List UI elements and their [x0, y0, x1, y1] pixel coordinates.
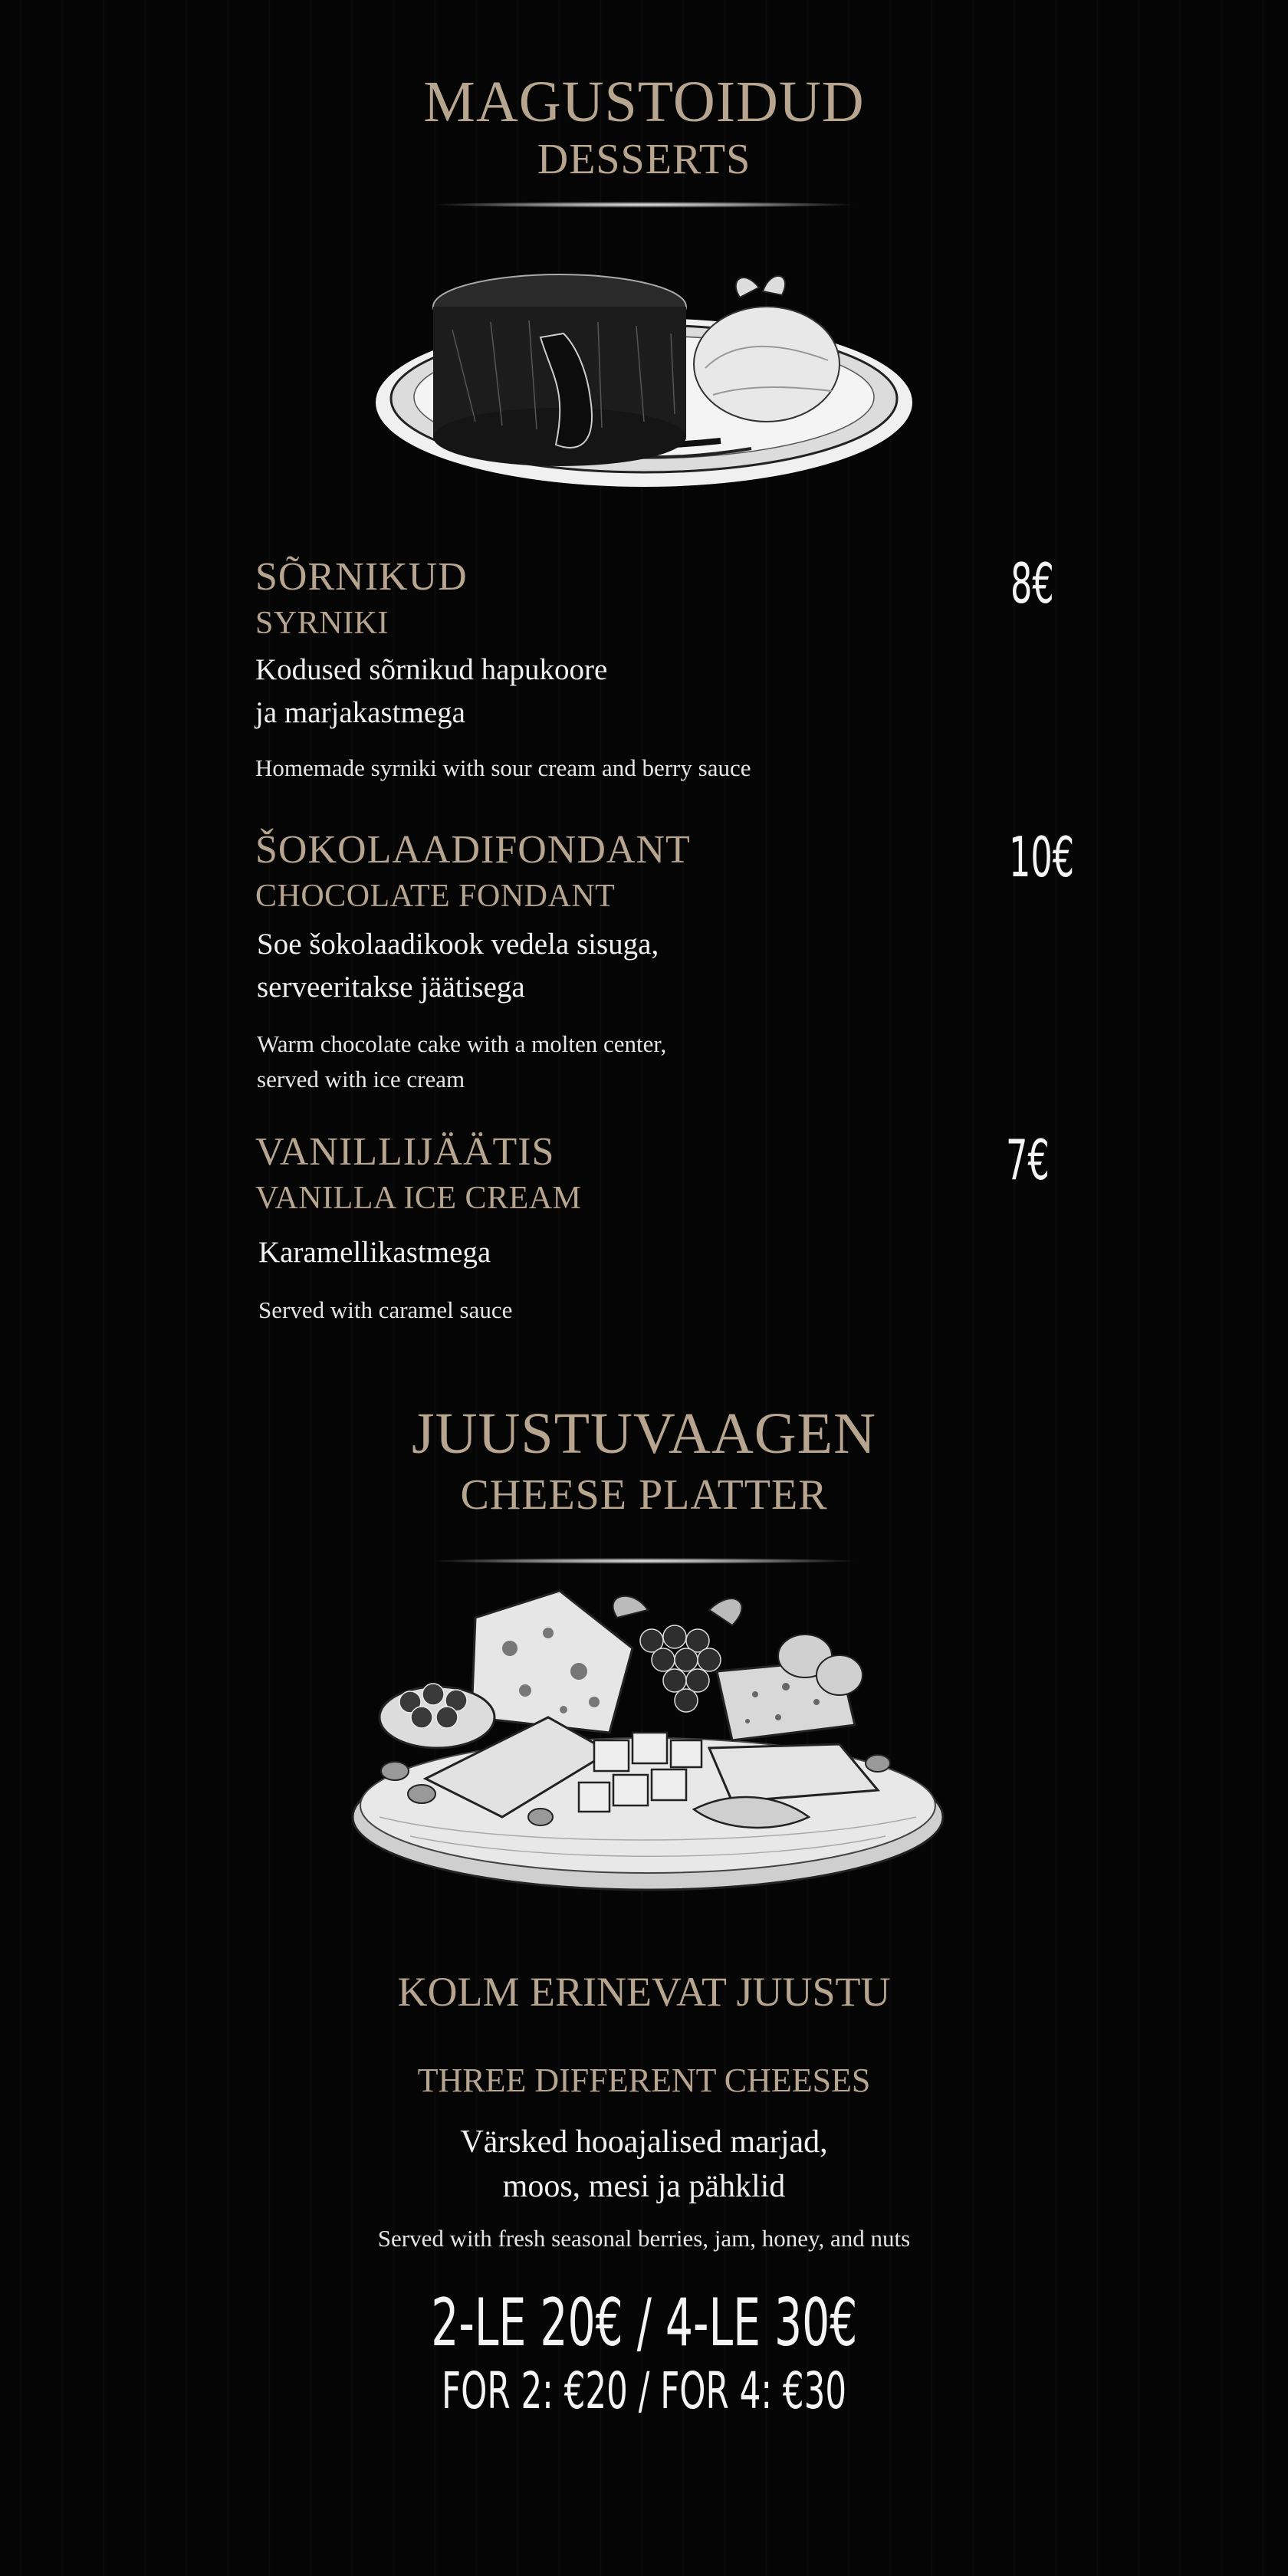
item-name-en: SYRNIKI: [255, 606, 389, 641]
item-name: ŠOKOLAADIFONDANT: [255, 828, 691, 872]
cheese-subtitle: CHEESE PLATTER: [460, 1471, 828, 1519]
cheese-title: JUUSTUVAAGEN: [412, 1401, 876, 1466]
cheese-item-name: KOLM ERINEVAT JUUSTU: [397, 1969, 891, 2015]
item-description-en: Homemade syrniki with sour cream and berry sauce: [255, 754, 751, 781]
item-price: 8€: [1010, 551, 1054, 616]
item-name-en: CHOCOLATE FONDANT: [255, 879, 616, 914]
item-description: Karamellikastmega: [258, 1236, 491, 1269]
cheese-price-en: FOR 2: €20 / FOR 4: €30: [441, 2361, 847, 2420]
item-price: 7€: [1006, 1128, 1050, 1192]
item-description-en: Warm chocolate cake with a molten center, served with ice cream: [257, 1030, 667, 1092]
item-name: SÕRNIKUD: [255, 555, 468, 599]
desserts-subtitle: DESSERTS: [537, 136, 751, 183]
chocolate-fondant-illustration: [368, 261, 920, 521]
item-name-en: VANILLA ICE CREAM: [255, 1181, 582, 1216]
cheese-description: Värsked hooajalised marjad, moos, mesi ja pähklid: [460, 2124, 828, 2204]
item-name: VANILLIJÄÄTIS: [255, 1130, 555, 1174]
item-description-en: Served with caramel sauce: [258, 1296, 513, 1323]
item-price: 10€: [1009, 825, 1075, 889]
item-description: Soe šokolaadikook vedela sisuga, serveeritakse jäätisega: [257, 928, 659, 1004]
desserts-title: MAGUSTOIDUD: [423, 70, 865, 134]
cheese-description-en: Served with fresh seasonal berries, jam, honey, and nuts: [377, 2225, 911, 2252]
item-description: Kodused sõrnikud hapukoore ja marjakastmega: [255, 653, 608, 729]
cheese-price: 2-LE 20€ / 4-LE 30€: [430, 2285, 858, 2361]
cheese-item-name-en: THREE DIFFERENT CHEESES: [417, 2062, 871, 2099]
cheese-platter-illustration: [349, 1587, 947, 1894]
cheese-divider: [429, 1558, 859, 1564]
desserts-divider: [429, 202, 859, 208]
